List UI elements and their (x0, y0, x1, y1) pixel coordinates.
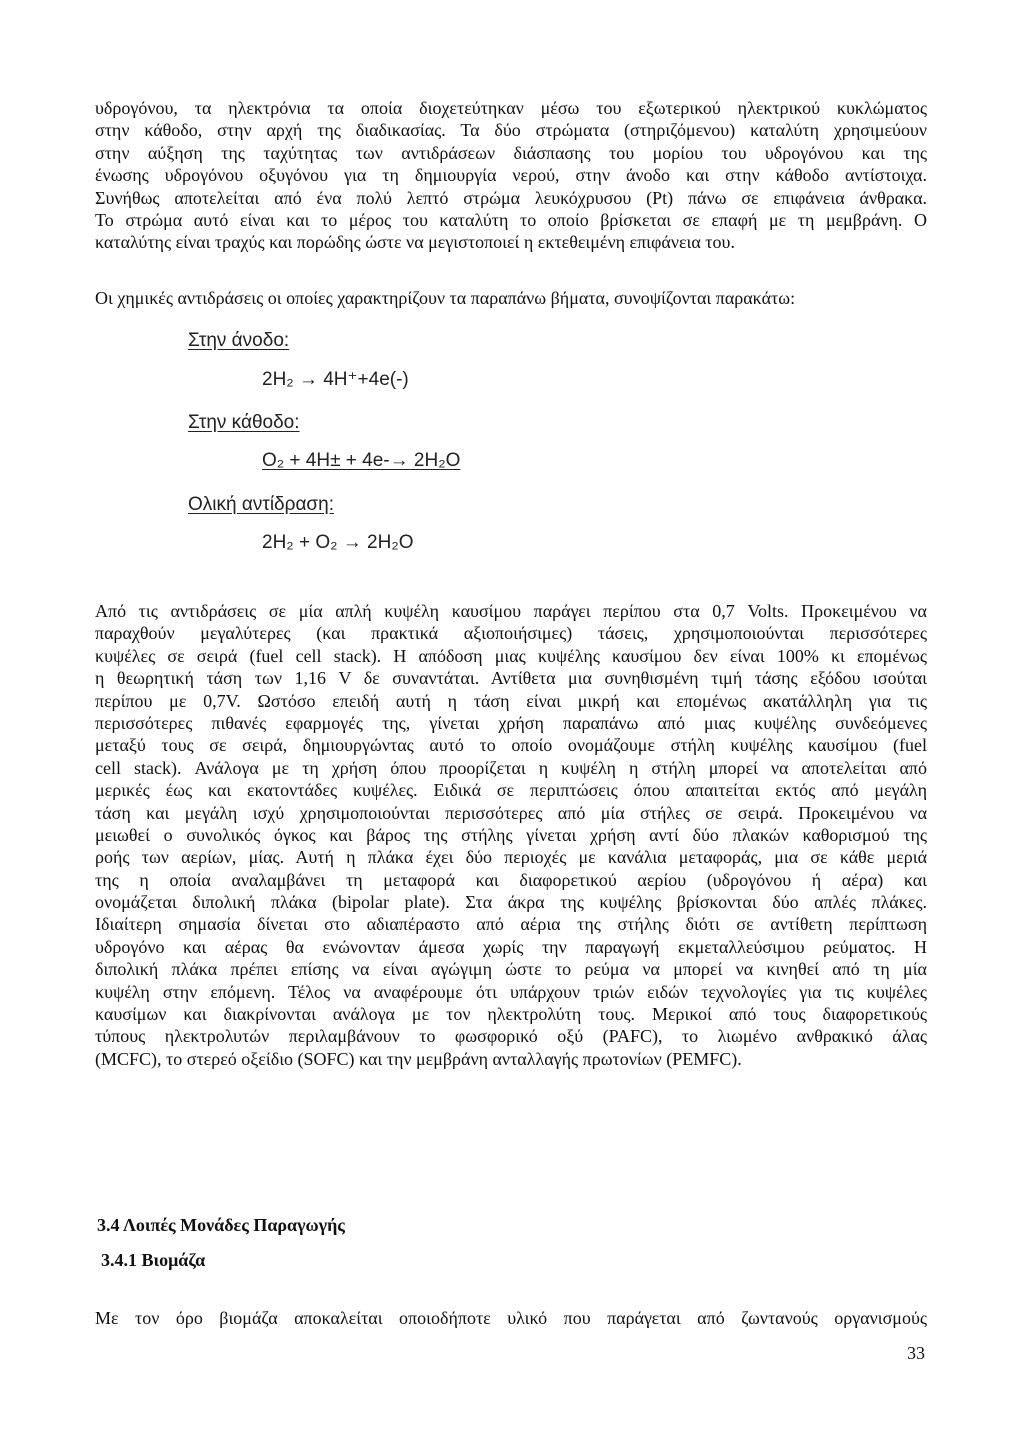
text-line: Από τις αντιδράσεις σε μία απλή κυψέλη καυσίμου παράγει περίπου στα 0,7 Volts. Προκειμένου να (95, 601, 927, 621)
cathode-label: Στην κάθοδο: (188, 412, 300, 433)
overall-equation: 2H₂ + O₂ → 2H₂O (262, 532, 414, 553)
text-line: μειωθεί ο συνολικός όγκος και βάρος της στήλης γίνεται χρήση αντί δύο πλακών καθορισμού της (95, 824, 927, 845)
text-line: (MCFC), το στερεό οξείδιο (SOFC) και την μεμβράνη ανταλλαγής πρωτονίων (PEMFC). (95, 1048, 742, 1069)
paragraph-reactions-intro (95, 287, 927, 309)
section-heading: 3.4 Λοιπές Μονάδες Παραγωγής (97, 1215, 345, 1235)
text-line: στην κάθοδο, στην αρχή της διαδικασίας. Τα δύο στρώματα (στηριζόμενου) καταλύτη χρησιμεύουν (95, 120, 927, 141)
text-line: καταλύτης είναι τραχύς και πορώδης ώστε να μεγιστοποιεί η εκτεθειμένη επιφάνεια του. (95, 232, 735, 253)
text-line: ροής των αερίων, μίας. Αυτή η πλάκα έχει δύο περιοχές με κανάλια μεταφοράς, μια σε κάθε μεριά (95, 847, 927, 868)
overall-label: Ολική αντίδραση: (188, 494, 334, 515)
text-line: cell stack). Ανάλογα με τη χρήση όπου προορίζεται η κυψέλη η στήλη μπορεί να αποτελείται από (95, 757, 927, 778)
anode-label: Στην άνοδο: (188, 330, 290, 351)
text-line: ονομάζεται διπολική πλάκα (bipolar plate). Στα άκρα της κυψέλης βρίσκονται δύο απλές πλάκες. (95, 892, 927, 913)
text-line: κυψέλες σε σειρά (fuel cell stack). Η απόδοση μιας κυψέλης καυσίμου δεν είναι 100% κι επομένως (95, 645, 927, 666)
text-line: περισσότερες πιθανές εφαρμογές της, γίνεται χρήση παραπάνω από μιας κυψέλης συνδεόμενες (95, 712, 927, 733)
text-line: Συνήθως αποτελείται από ένα πολύ λεπτό στρώμα λευκόχρυσου (Pt) πάνω σε επιφάνεια άνθρακα. (95, 187, 927, 208)
subsection-heading: 3.4.1 Βιομάζα (101, 1250, 206, 1270)
text-line: Ιδιαίτερη σημασία δίνεται στο αδιαπέραστο από αέρια της στήλης διότι σε αντίθετη περίπτωση (95, 914, 927, 935)
text-line: κυψέλη στην επόμενη. Τέλος να αναφέρουμε ότι υπάρχουν τριών ειδών τεχνολογίες για τις κυψέλες (95, 981, 927, 1002)
text-line: Οι χημικές αντιδράσεις οι οποίες χαρακτηρίζουν τα παραπάνω βήματα, συνοψίζονται παρακάτω: (95, 288, 796, 308)
text-line: περίπου με 0,7V. Ωστόσο επειδή αυτή η τάση είναι μικρή και επομένως ακατάλληλη για τις (95, 690, 927, 711)
reaction-equations (188, 330, 528, 560)
text-line: Το στρώμα αυτό είναι και το μέρος του καταλύτη το οποίο βρίσκεται σε επαφή με τη μεμβράνη. Ο (95, 209, 927, 230)
text-line: στην αύξηση της ταχύτητας των αντιδράσεων διάσπασης του μορίου του υδρογόνου και της (95, 142, 927, 163)
text-line: καυσίμων και διακρίνονται ανάλογα με τον ηλεκτρολύτη τους. Μερικοί από τους διαφορετικούς (95, 1004, 927, 1025)
text-line: της η οποία αναλαμβάνει τη μεταφορά και διαφορετικού αερίου (υδρογόνου ή αέρα) και (95, 869, 927, 890)
paragraph-biomass: Με τον όρο βιομάζα αποκαλείται οποιοδήποτε υλικό που παράγεται από ζωντανούς οργανισμούς (95, 1308, 927, 1328)
text-line: διπολική πλάκα πρέπει επίσης να είναι αγώγιμη ώστε το ρεύμα να μπορεί να κινηθεί από τη μία (95, 959, 927, 980)
anode-equation: 2H₂ → 4H⁺+4e(-) (262, 369, 409, 390)
text-line: μερικές έως και εκατοντάδες κυψέλες. Ειδικά σε περιπτώσεις όπου απαιτείται εκτός από μεγάλη (95, 780, 927, 801)
text-line: τάση και μεγάλη ισχύ χρησιμοποιούνται περισσότερες από μία στήλες σε σειρά. Προκειμένου να (95, 802, 927, 823)
text-line: μεταξύ τους σε σειρά, δημιουργώντας αυτό το οποίο ονομάζουμε στήλη κυψέλης καυσίμου (fuel (95, 735, 927, 756)
text-line: τύπους ηλεκτρολυτών περιλαμβάνουν το φωσφορικό οξύ (PAFC), το λιωμένο ανθρακικό άλας (95, 1026, 927, 1047)
page-number: 33 (907, 1343, 925, 1363)
text-line: παραχθούν μεγαλύτερες (και πρακτικά αξιοποιήσιμες) τάσεις, χρησιμοποιούνται περισσότερες (95, 623, 927, 644)
text-line: υδρογόνο και αέρας θα ενώνονταν άμεσα χωρίς την παραγωγή εκμεταλλεύσιμου ρεύματος. Η (95, 936, 927, 957)
paragraph-catalyst (95, 97, 927, 254)
paragraph-fuel-cell-stack (95, 600, 927, 1070)
text-line: η θεωρητική τάση των 1,16 V δε συναντάται. Αντίθετα μια συνηθισμένη τιμή τάσης εξόδου ισούται (95, 668, 927, 689)
text-line: υδρογόνου, τα ηλεκτρόνια τα οποία διοχετεύτηκαν μέσω του εξωτερικού ηλεκτρικού κυκλώματος (95, 98, 927, 118)
text-line: ένωσης υδρογόνου οξυγόνου για τη δημιουργία νερού, στην άνοδο και στην κάθοδο αντίστοιχα. (95, 165, 927, 186)
cathode-equation: O₂ + 4H± + 4e-→ 2H₂O (262, 450, 461, 471)
